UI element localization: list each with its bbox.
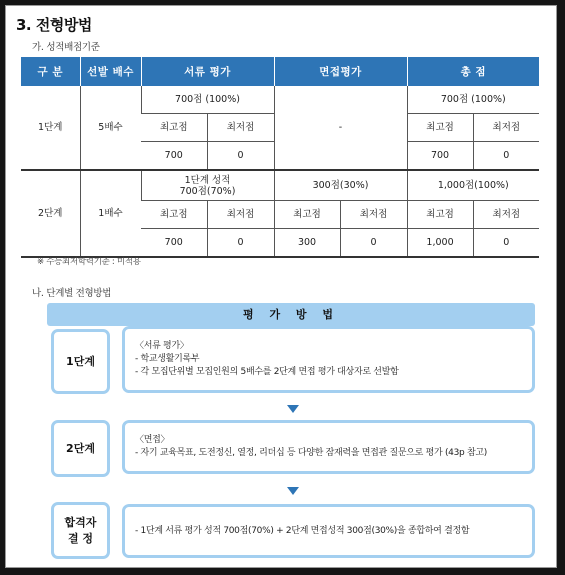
header-interview: 면접평가 xyxy=(274,57,407,86)
step3-label-line1: 합격자 xyxy=(64,515,97,529)
table-row xyxy=(21,170,539,201)
cell: 최고점 xyxy=(141,114,207,142)
cell: 최저점 xyxy=(473,201,539,229)
step3-label-line2: 결 정 xyxy=(67,531,94,545)
step2-heading: 〈면접〉 xyxy=(135,435,170,445)
subsection-stage-method: 나. 단계별 전형방법 xyxy=(32,288,112,299)
step1-line2: - 각 모집단위별 모집인원의 5배수를 2단계 면접 평가 대상자로 선발함 xyxy=(135,367,399,377)
step1-label: 1단계 xyxy=(51,329,110,394)
cell: 최저점 xyxy=(207,114,274,142)
stage1-ratio: 5배수 xyxy=(80,86,141,170)
cell: 최고점 xyxy=(274,201,340,229)
table-row xyxy=(21,86,539,114)
cell: 최고점 xyxy=(141,201,207,229)
cell: 최저점 xyxy=(473,114,539,142)
cell: 700 xyxy=(141,142,207,171)
stage2-total: 1,000점(100%) xyxy=(407,170,539,201)
stage2-label: 2단계 xyxy=(21,170,80,257)
document-page xyxy=(5,5,557,568)
stage2-doc-total-line1: 1단계 성적 xyxy=(184,174,231,186)
subsection-score-criteria: 가. 성적배점기준 xyxy=(32,42,100,53)
method-header: 평 가 방 법 xyxy=(47,303,535,326)
stage1-total: 700점 (100%) xyxy=(407,86,539,114)
down-arrow-icon xyxy=(287,405,299,413)
stage1-label: 1단계 xyxy=(38,122,63,133)
down-arrow-icon xyxy=(287,487,299,495)
header-category: 구 분 xyxy=(21,57,80,86)
step2-label: 2단계 xyxy=(51,420,110,477)
cell: 700 xyxy=(141,229,207,258)
stage1-doc-total: 700점 (100%) xyxy=(141,86,274,114)
header-ratio: 선발 배수 xyxy=(80,57,141,86)
step3-line1: - 1단계 서류 평가 성적 700점(70%) + 2단계 면접성적 300점(30%)을 종합하여 결정함 xyxy=(135,525,470,536)
cell: 1,000 xyxy=(407,229,473,258)
cell: 0 xyxy=(473,142,539,171)
stage2-ratio: 1배수 xyxy=(80,170,141,257)
step3-box xyxy=(122,504,535,558)
cell: 300 xyxy=(274,229,340,258)
step1-box xyxy=(122,326,535,393)
stage2-doc-total xyxy=(141,170,274,201)
cell: 700 xyxy=(407,142,473,171)
cell: 최저점 xyxy=(340,201,407,229)
cell: 0 xyxy=(473,229,539,258)
footnote: ※ 수능최저학력기준 : 미적용 xyxy=(37,257,141,267)
header-document: 서류 평가 xyxy=(141,57,274,86)
step3-label xyxy=(51,502,110,559)
cell: 최고점 xyxy=(407,201,473,229)
stage2-doc-total-line2: 700점(70%) xyxy=(179,185,236,197)
step2-line1: - 자기 교육목표, 도전정신, 열정, 리더십 등 다양한 잠재력을 면접관 질문으로 평가 (43p 참고) xyxy=(135,448,488,458)
cell: 0 xyxy=(207,142,274,171)
stage2-interview-total: 300점(30%) xyxy=(274,170,407,201)
cell: 최고점 xyxy=(407,114,473,142)
cell: 최저점 xyxy=(207,201,274,229)
header-total: 총 점 xyxy=(407,57,539,86)
cell: 0 xyxy=(340,229,407,258)
step1-heading: 〈서류 평가〉 xyxy=(135,341,189,351)
stage1-interview: - xyxy=(274,86,407,170)
table-header-row xyxy=(21,57,539,86)
section-title: 3. 전형방법 xyxy=(16,16,92,34)
cell: 0 xyxy=(207,229,274,258)
score-table xyxy=(21,57,539,258)
step2-box xyxy=(122,420,535,474)
step1-line1: - 학교생활기록부 xyxy=(135,354,200,364)
